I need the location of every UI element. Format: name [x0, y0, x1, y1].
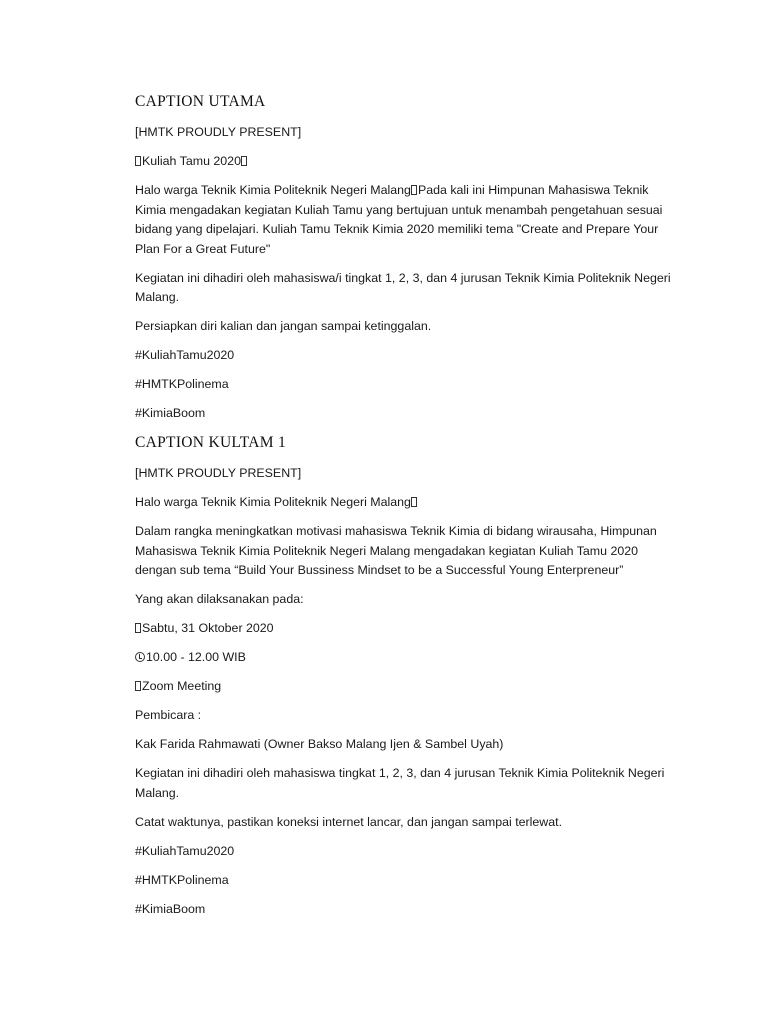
hashtag: #HMTKPolinema: [135, 872, 229, 887]
intro-paragraph: [135, 181, 675, 259]
calendar-icon: [135, 623, 141, 633]
time-line: [135, 648, 675, 668]
venue-text: Zoom Meeting: [142, 679, 222, 693]
missing-glyph-icon: [411, 185, 417, 195]
hashtag: #KuliahTamu2020: [135, 348, 235, 362]
hashtag: #KuliahTamu2020: [135, 843, 235, 858]
greeting-line: [135, 493, 675, 513]
attendees-paragraph: Kegiatan ini dihadiri oleh mahasiswa tingkat 1, 2, 3, dan 4 jurusan Teknik Kimia Politeknik Negeri Malang.: [135, 766, 665, 800]
date-line: [135, 619, 675, 639]
event-title-line: [135, 152, 675, 172]
speaker-label: Pembicara :: [135, 708, 202, 722]
missing-glyph-icon: [135, 156, 141, 166]
missing-glyph-icon: [411, 497, 417, 507]
schedule-label: Yang akan dilaksanakan pada:: [135, 592, 304, 606]
section-caption-kultam-1: [135, 433, 675, 919]
greeting-text: Halo warga Teknik Kimia Politeknik Negeri Malang: [135, 495, 411, 509]
attendees-paragraph: Kegiatan ini dihadiri oleh mahasiswa/i tingkat 1, 2, 3, dan 4 jurusan Teknik Kimia Politeknik Negeri Malang.: [135, 270, 671, 304]
time-text: 10.00 - 12.00 WIB: [146, 650, 246, 664]
present-line: [HMTK PROUDLY PRESENT]: [135, 125, 302, 139]
section-caption-utama: [135, 92, 675, 424]
section-heading: CAPTION UTAMA: [135, 93, 266, 110]
event-title: Kuliah Tamu 2020: [142, 154, 241, 168]
closing-paragraph: Persiapkan diri kalian dan jangan sampai ketinggalan.: [135, 319, 432, 333]
intro-body: Pada kali ini Himpunan Mahasiswa Teknik Kimia mengadakan kegiatan Kuliah Tamu yang bertujuan untuk menambah pengetahuan sesuai bidang yang dipelajari. Kuliah Tamu Teknik Kimia 2020 memiliki tema "Create and Prepare Your Plan For a Great Future": [135, 183, 663, 256]
closing-paragraph: Catat waktunya, pastikan koneksi internet lancar, dan jangan sampai terlewat.: [135, 814, 563, 829]
intro-greeting: Halo warga Teknik Kimia Politeknik Negeri Malang: [135, 183, 411, 197]
hashtag: #HMTKPolinema: [135, 377, 229, 391]
present-line: [HMTK PROUDLY PRESENT]: [135, 466, 302, 480]
clock-icon: [135, 652, 145, 662]
body-paragraph: Dalam rangka meningkatkan motivasi mahasiswa Teknik Kimia di bidang wirausaha, Himpunan Mahasiswa Teknik Kimia Politeknik Negeri Malang mengadakan kegiatan Kuliah Tamu 2020 dengan sub tema “Build Your Bussiness Mindset to be a Successful Young Enterpreneur”: [135, 524, 657, 577]
hashtag: #KimiaBoom: [135, 901, 206, 916]
venue-line: [135, 677, 675, 697]
section-heading: CAPTION KULTAM 1: [135, 434, 287, 451]
date-text: Sabtu, 31 Oktober 2020: [142, 621, 274, 635]
missing-glyph-icon: [241, 156, 247, 166]
location-icon: [135, 681, 141, 691]
speaker-line: Kak Farida Rahmawati (Owner Bakso Malang Ijen & Sambel Uyah): [135, 737, 504, 751]
hashtag: #KimiaBoom: [135, 406, 206, 420]
document-page: [135, 92, 675, 929]
